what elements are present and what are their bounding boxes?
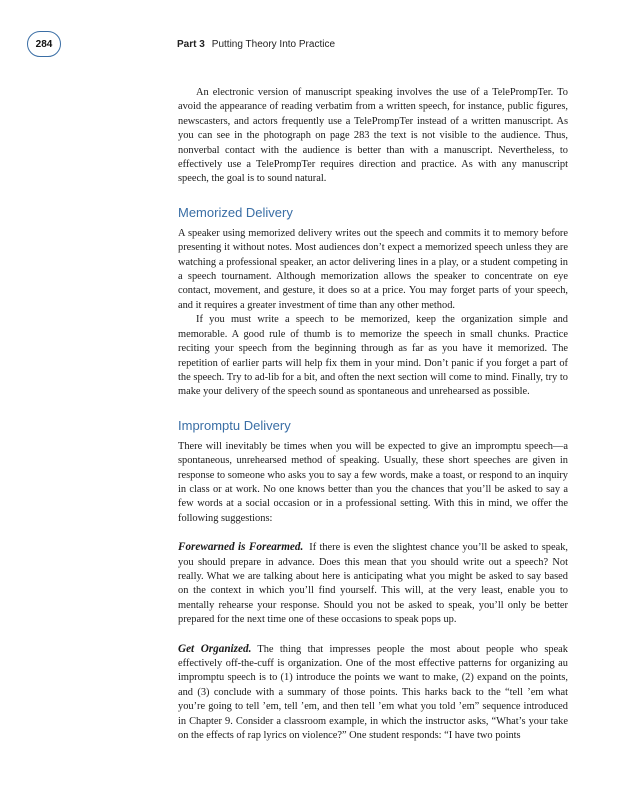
section-heading-memorized: Memorized Delivery (178, 204, 293, 220)
organized-runin-heading: Get Organized. (178, 642, 252, 655)
section-heading-impromptu: Impromptu Delivery (178, 417, 291, 433)
forewarned-paragraph (178, 540, 568, 627)
organized-text: The thing that impresses people the most about people who speak effectively off-the-cuff is organization. One of the most effective patterns for organizing au impromptu speech is to (1) introduce the points we want to make, (2) expand on the points, and (3) conclude with a summary of those points. This harks back to the “tell ’em what you’re going to tell ’em, tell ’em, and then tell ’em what you told ’em” sequence introduced in Chapter 9. Consider a classroom example, in which the instructor asks, “What’s your take on the effects of rap lyrics on violence?” One student responds: “I have two points (178, 643, 568, 742)
page-number-text: 284 (35, 38, 53, 50)
body-text (178, 86, 568, 743)
memorized-paragraph-2: If you must write a speech to be memorized, keep the organization simple and memorable. A good rule of thumb is to memorize the speech in small chunks. Practice reciting your speech from the beginning through as far as you have it memorized. The repetition of earlier parts will help fix them in your mind. Don’t panic if you forget a part of the speech. Try to ad-lib for a bit, and often the next section will come to mind. Finally, try to make your delivery of the speech sound as spontaneous and unrehearsed as possible. (178, 314, 568, 398)
impromptu-paragraph-1: There will inevitably be times when you will be expected to give an impromptu speech—a spontaneous, unrehearsed method of speaking. Usually, these short speeches are given in response to someone who asks you to say a few words, make a toast, or respond to an inquiry in class or at work. No one knows better than you the chances that you’ll be asked to say a few words at a social occasion or in a professional setting. With this in mind, we offer the following suggestions: (178, 440, 568, 524)
part-title: Putting Theory Into Practice (211, 39, 336, 50)
organized-paragraph (178, 642, 568, 744)
running-header (177, 39, 335, 50)
memorized-paragraph-1: A speaker using memorized delivery writes out the speech and commits it to memory before presenting it without notes. Most audiences don’t expect a memorized speech unless they are watching a professional speaker, an actor delivering lines in a play, or a student competing in a speech tournament. Although memorization allows the speaker to concentrate on eye contact, movement, and gesture, it does so at a price. You may forget parts of your speech, and it requires a greater investment of time than any other method. (178, 227, 568, 311)
part-label: Part 3 (177, 39, 205, 50)
page-number (27, 31, 61, 57)
forewarned-text: If there is even the slightest chance you’ll be asked to speak, you should prepare in advance. Does this mean that you should write out a speech? Not really. What we are talking about here is anticipating what you might be asked to say based on the context in which you’ll find yourself. This will, at the very least, enable you to mentally rehearse your response. Should you not be asked to speak, you’ll only be better prepared for the next time one of these occasions to speak pops up. (178, 542, 568, 626)
forewarned-runin-heading: Forewarned is Forearmed. (178, 541, 304, 554)
intro-paragraph: An electronic version of manuscript speaking involves the use of a TelePrompTer. To avoid the appearance of reading verbatim from a written speech, for instance, public figures, newscasters, and actors frequently use a TelePrompTer instead of a written manuscript. As you can see in the photograph on page 283 the text is not visible to the audience. Thus, nonverbal contact with the audience is better than with a manuscript. Nevertheless, to effectively use a TelePrompTer requires direction and practice. As with any manuscript speech, the goal is to sound natural. (178, 87, 568, 185)
